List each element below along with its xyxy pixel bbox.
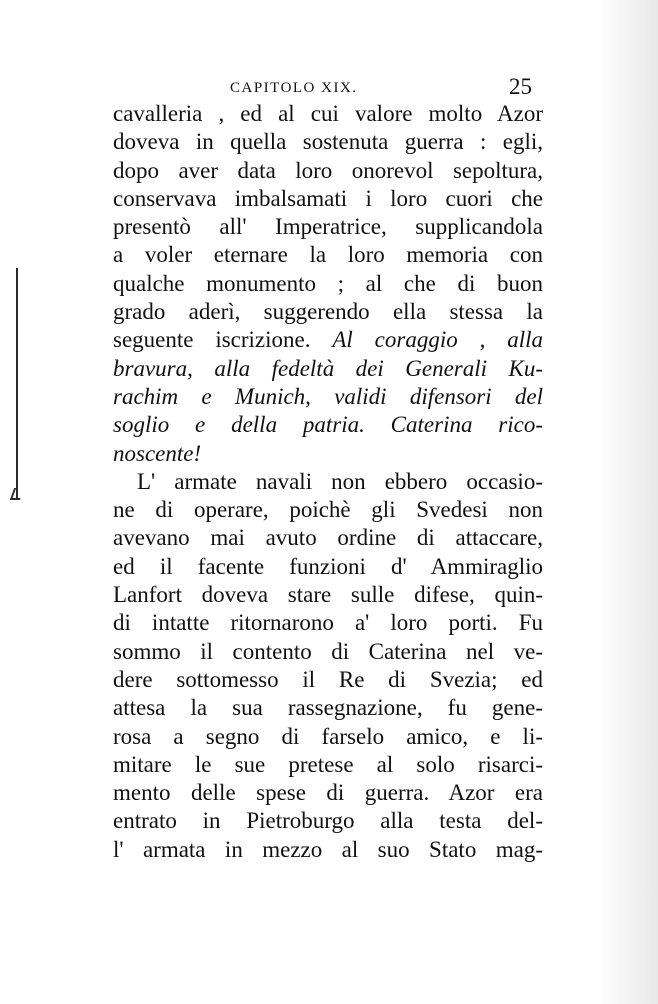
text-line: dopo aver data loro onorevol sepoltura, [113,157,543,183]
body-text [113,100,543,864]
text-line: ed il facente funzioni d' Ammiraglio [113,553,543,579]
text-line: mitare le sue pretese al solo risarci- [113,751,543,777]
inscription-line: noscente! [113,440,202,466]
page-edge-shadow [598,0,658,1004]
text-line: grado aderì, suggerendo ella stessa la [113,299,543,325]
inscription-line: rachim e Munich, validi difensori del [113,383,543,409]
text-line: dere sottomesso il Re di Svezia; ed [113,666,543,692]
text-line: entrato in Pietroburgo alla testa del- [113,808,543,834]
page-header [230,74,546,102]
running-head: CAPITOLO XIX. [230,80,358,96]
text-line: mento delle spese di guerra. Azor era [113,780,543,806]
text-roman: seguente iscrizione. [113,327,311,353]
text-line-mixed [113,326,543,354]
text-line: Lanfort doveva stare sulle difese, quin- [113,582,543,608]
text-line: attesa la sua rassegnazione, fu gene- [113,695,543,721]
inscription-line: bravura, alla fedeltà dei Generali Ku- [113,355,543,381]
text-line: a voler eternare la loro memoria con [113,242,543,268]
text-line: l' armata in mezzo al suo Stato mag- [113,836,543,862]
margin-pencil-tick [10,488,24,500]
text-line: ne di operare, poichè gli Svedesi non [113,497,543,523]
text-line: avevano mai avuto ordine di attaccare, [113,525,543,551]
inscription-italic: Al coraggio , alla [332,327,544,353]
text-line: sommo il contento di Caterina nel ve- [113,638,543,664]
text-line: conservava imbalsamati i loro cuori che [113,185,543,211]
inscription-line: soglio e della patria. Caterina rico- [113,412,543,438]
text-line: di intatte ritornarono a' loro porti. Fu [113,610,543,636]
text-line: doveva in quella sostenuta guerra : egli, [113,129,543,155]
margin-pencil-mark [16,268,18,500]
text-line: presentò all' Imperatrice, supplicandola [113,214,543,240]
text-line: rosa a segno di farselo amico, e li- [113,723,543,749]
text-line: cavalleria , ed al cui valore molto Azor [113,101,543,126]
paragraph-first-line: L' armate navali non ebbero occasio- [137,468,543,494]
text-line: qualche monumento ; al che di buon [113,270,543,296]
page-number: 25 [509,74,532,99]
